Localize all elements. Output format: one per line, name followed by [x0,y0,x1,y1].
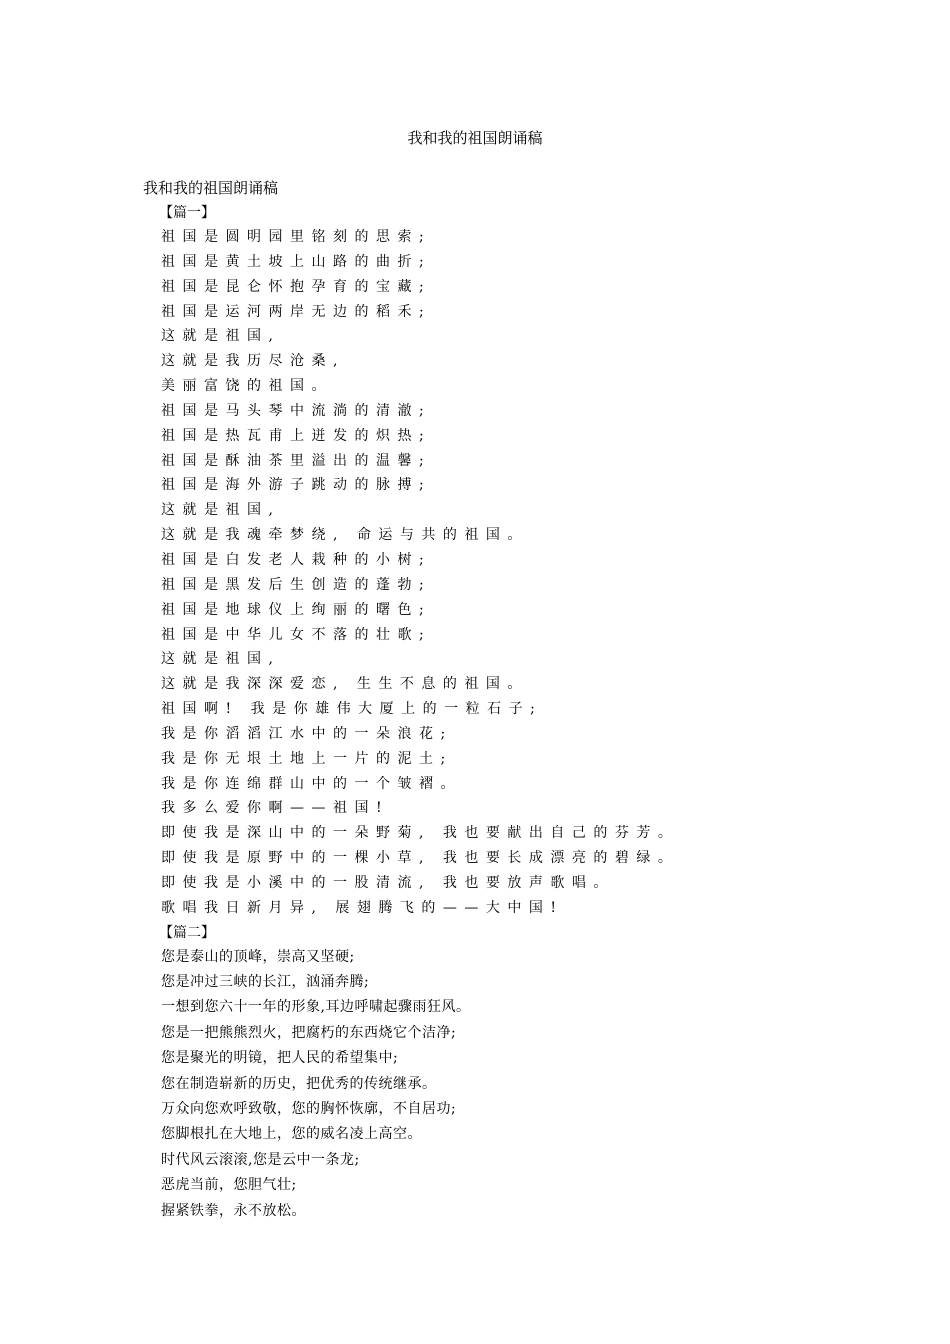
poem-line: 祖国是海外游子跳动的脉搏; [161,477,432,494]
poem-line: 您是冲过三峡的长江，汹涌奔腾; [161,974,370,991]
poem-line: 我多么爱你啊——祖国! [161,800,390,817]
poem-line: 我是你无垠土地上一片的泥土; [161,750,453,767]
poem-line: 祖国是圆明园里铭刻的思索; [161,229,432,245]
poem-line: 您在制造崭新的历史，把优秀的传统继承。 [161,1075,437,1092]
poem-line: 祖国是中华儿女不落的壮歌; [161,626,432,643]
section-two [143,923,923,1226]
poem-line: 万众向您欢呼致敬，您的胸怀恢廓，不自居功; [161,1100,457,1117]
poem-line: 这就是我魂牵梦绕, 命运与共的祖国。 [161,527,529,544]
poem-line: 祖国是白发老人栽种的小树; [161,551,432,568]
poem-line: 祖国是酥油茶里溢出的温馨; [161,452,432,469]
section-heading: 【篇二】 [159,924,215,941]
section-one [143,203,923,923]
poem-line: 祖国啊! 我是你雄伟大厦上的一粒石子; [161,701,543,718]
poem-line: 我是你滔滔江水中的一朵浪花; [161,725,453,742]
document-subtitle: 我和我的祖国朗诵稿 [143,179,279,197]
poem-line: 您脚根扎在大地上，您的威名凌上高空。 [161,1126,422,1143]
poem-line: 您是一把熊熊烈火，把腐朽的东西烧它个洁净; [161,1024,457,1041]
poem-line: 祖国是热瓦甫上迸发的炽热; [161,427,432,444]
poem-line: 我是你连绵群山中的一个皱褶。 [161,775,462,792]
poem-line: 您是泰山的顶峰，崇高又坚硬; [161,948,355,965]
poem-line: 时代风云滚滚,您是云中一条龙; [161,1151,360,1168]
poem-line: 歌唱我日新月异, 展翅腾飞的——大中国! [161,899,564,916]
document-title: 我和我的祖国朗诵稿 [407,129,543,147]
poem-line: 祖国是昆仑怀抱孕育的宝藏; [161,278,432,295]
poem-line: 这就是我历尽沧桑, [161,353,345,370]
poem-line: 祖国是黄土坡上山路的曲折; [161,253,432,270]
poem-line: 美丽富饶的祖国。 [161,378,333,395]
poem-line: 祖国是黑发后生创造的蓬勃; [161,576,432,593]
poem-line: 祖国是马头琴中流淌的清澈; [161,402,432,419]
poem-line: 即使我是深山中的一朵野菊, 我也要献出自己的芬芳。 [161,825,680,842]
poem-line: 这就是祖国, [161,651,281,668]
section-heading: 【篇一】 [159,205,215,221]
poem-line: 即使我是原野中的一棵小草, 我也要长成漂亮的碧绿。 [161,850,680,867]
poem-line: 握紧铁拳，永不放松。 [161,1202,306,1219]
document-body [143,178,923,1226]
poem-line: 恶虎当前，您胆气壮; [161,1177,297,1194]
poem-line: 这就是祖国, [161,328,281,345]
poem-line: 一想到您六十一年的形象,耳边呼啸起骤雨狂风。 [161,999,471,1016]
poem-line: 祖国是运河两岸无边的稻禾; [161,303,432,320]
poem-line: 祖国是地球仪上绚丽的曙色; [161,601,432,618]
poem-line: 这就是我深深爱恋, 生生不息的祖国。 [161,676,529,693]
poem-line: 这就是祖国, [161,502,281,519]
poem-line: 即使我是小溪中的一股清流, 我也要放声歌唱。 [161,874,615,891]
poem-line: 您是聚光的明镜，把人民的希望集中; [161,1050,399,1067]
